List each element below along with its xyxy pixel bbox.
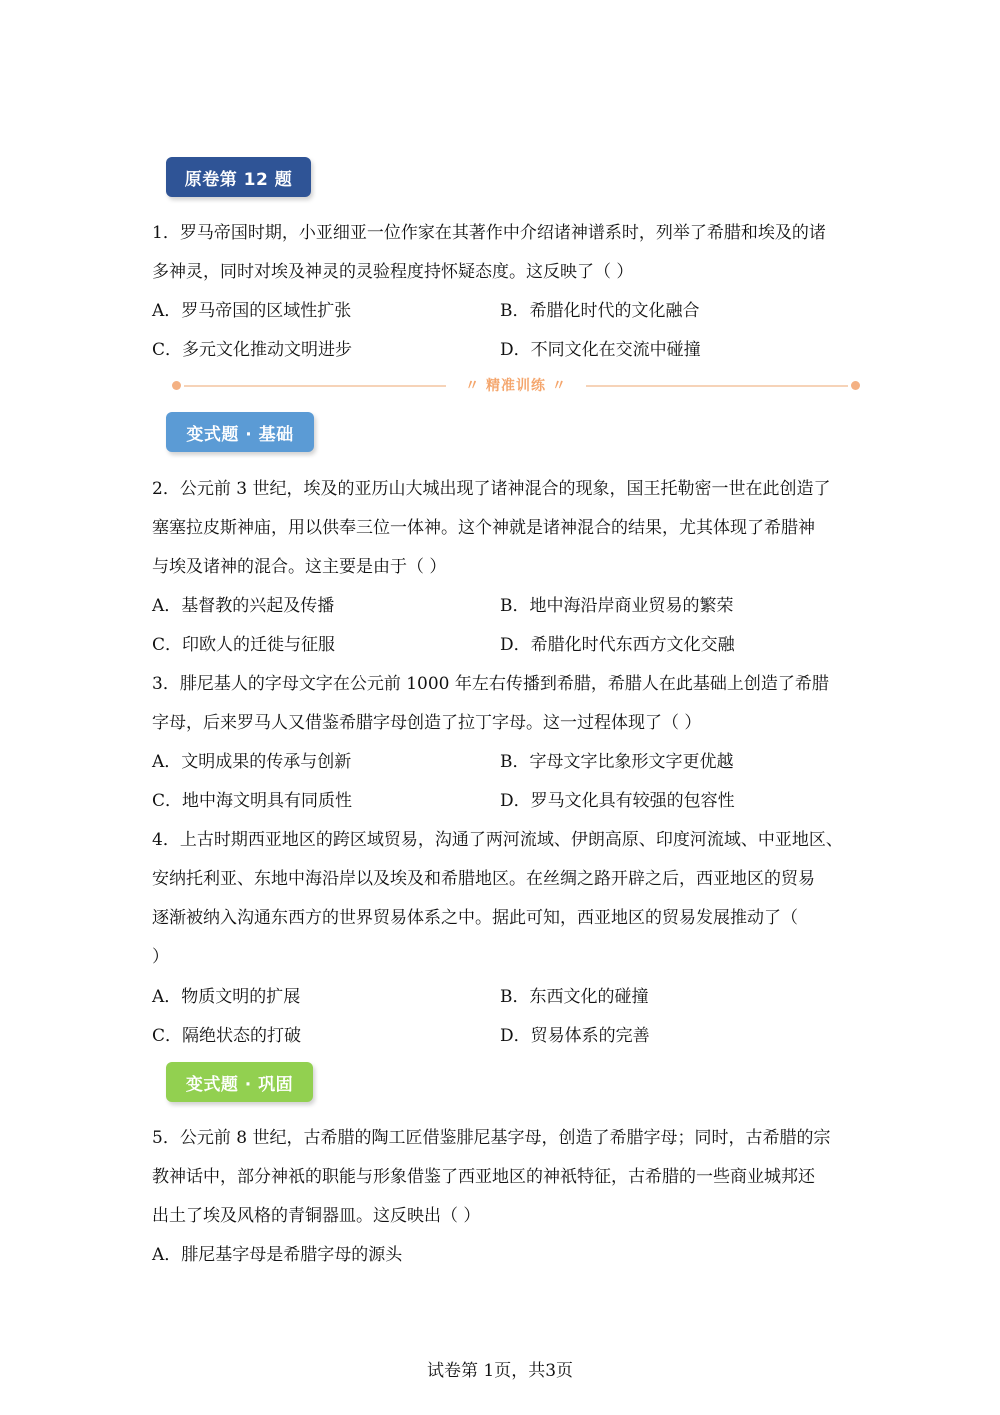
divider-dot-left (172, 381, 181, 390)
section-badge-consolidate: 变式题 · 巩固 (166, 1062, 313, 1102)
question-3-option-b: B．字母文字比象形文字更优越 (500, 752, 734, 772)
question-2-line-3: 与埃及诸神的混合。这主要是由于（ ） (152, 557, 447, 577)
question-5-option-a: A．腓尼基字母是希腊字母的源头 (152, 1245, 403, 1265)
question-1-option-b: B．希腊化时代的文化融合 (500, 301, 700, 321)
divider-line-left (184, 385, 446, 387)
question-2-option-a: A．基督教的兴起及传播 (152, 596, 335, 616)
question-3-option-d: D．罗马文化具有较强的包容性 (500, 791, 735, 811)
question-2-line-2: 塞塞拉皮斯神庙，用以供奉三位一体神。这个神就是诸神混合的结果，尤其体现了希腊神 (152, 518, 815, 538)
question-4-line-2: 安纳托利亚、东地中海沿岸以及埃及和希腊地区。在丝绸之路开辟之后，西亚地区的贸易 (152, 869, 815, 889)
question-2-option-c: C．印欧人的迁徙与征服 (152, 635, 336, 655)
section-divider (172, 376, 860, 396)
question-2-option-b: B．地中海沿岸商业贸易的繁荣 (500, 596, 734, 616)
question-4-line-3: 逐渐被纳入沟通东西方的世界贸易体系之中。据此可知，西亚地区的贸易发展推动了（ (152, 908, 798, 928)
question-1-option-d: D．不同文化在交流中碰撞 (500, 340, 701, 360)
question-5-line-3: 出土了埃及风格的青铜器皿。这反映出（ ） (152, 1206, 481, 1226)
question-1-option-c: C．多元文化推动文明进步 (152, 340, 353, 360)
question-4-option-b: B．东西文化的碰撞 (500, 987, 649, 1007)
question-2-line-1: 2．公元前 3 世纪，埃及的亚历山大城出现了诸神混合的现象，国王托勒密一世在此创造了 (152, 479, 831, 499)
question-1-line-2: 多神灵，同时对埃及神灵的灵验程度持怀疑态度。这反映了（ ） (152, 262, 634, 282)
divider-dot-right (851, 381, 860, 390)
page-footer: 试卷第 1页，共3页 (426, 1361, 574, 1381)
question-1-option-a: A．罗马帝国的区域性扩张 (152, 301, 352, 321)
section-badge-original: 原卷第 12 题 (166, 157, 311, 197)
question-4-option-c: C．隔绝状态的打破 (152, 1026, 302, 1046)
question-3-line-1: 3．腓尼基人的字母文字在公元前 1000 年左右传播到希腊，希腊人在此基础上创造了希腊 (152, 674, 829, 694)
question-4-option-d: D．贸易体系的完善 (500, 1026, 650, 1046)
question-5-line-1: 5．公元前 8 世纪，古希腊的陶工匠借鉴腓尼基字母，创造了希腊字母；同时，古希腊的宗 (152, 1128, 831, 1148)
question-4-line-1: 4．上古时期西亚地区的跨区域贸易，沟通了两河流域、伊朗高原、印度河流域、中亚地区、 (152, 830, 843, 850)
question-1-line-1: 1．罗马帝国时期，小亚细亚一位作家在其著作中介绍诸神谱系时，列举了希腊和埃及的诸 (152, 223, 826, 243)
divider-line-right (586, 385, 848, 387)
question-2-option-d: D．希腊化时代东西方文化交融 (500, 635, 735, 655)
question-3-option-c: C．地中海文明具有同质性 (152, 791, 353, 811)
question-3-line-2: 字母，后来罗马人又借鉴希腊字母创造了拉丁字母。这一过程体现了（ ） (152, 713, 702, 733)
question-3-option-a: A．文明成果的传承与创新 (152, 752, 352, 772)
section-badge-basic: 变式题 · 基础 (166, 412, 314, 452)
question-5-line-2: 教神话中，部分神祇的职能与形象借鉴了西亚地区的神祇特征，古希腊的一些商业城邦还 (152, 1167, 815, 1187)
divider-label: 〃 精准训练 〃 (465, 378, 567, 394)
question-4-line-4: ） (152, 947, 169, 967)
question-4-option-a: A．物质文明的扩展 (152, 987, 301, 1007)
